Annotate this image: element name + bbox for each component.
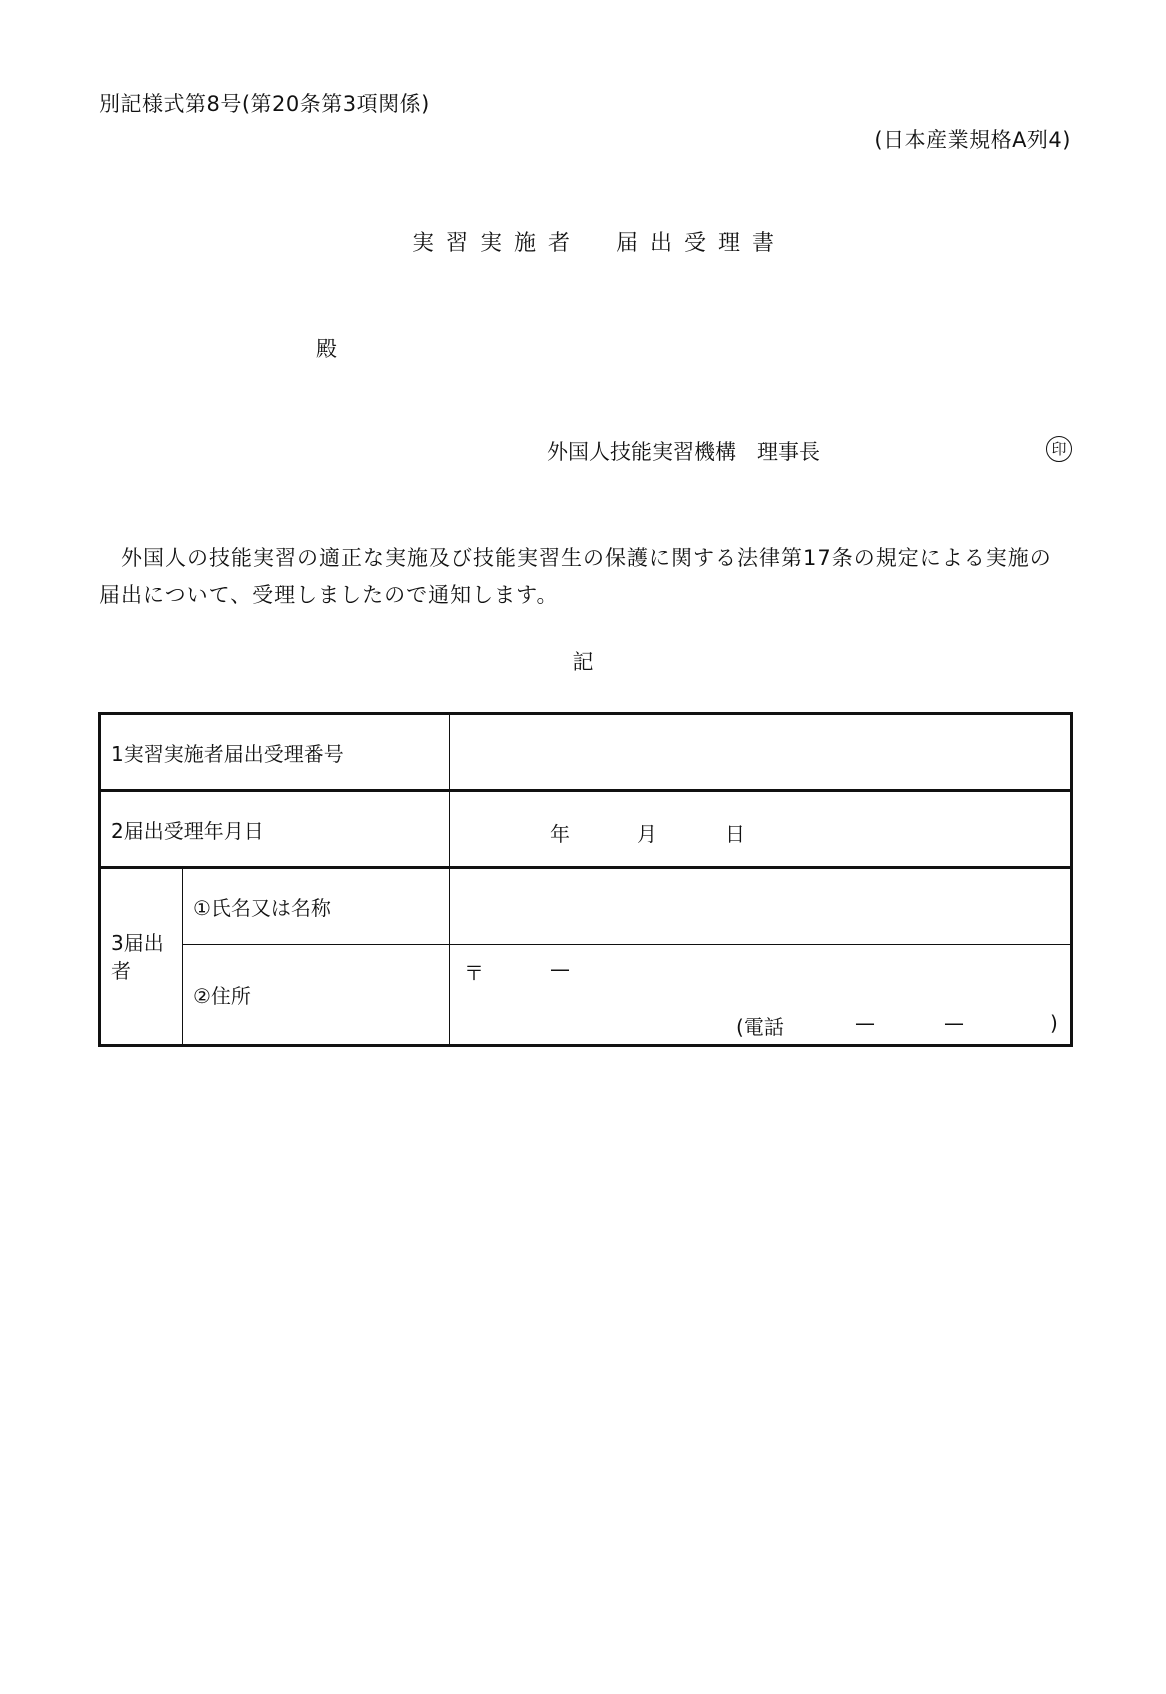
notifier-name-value [450,868,1072,945]
addressee-honorific: 殿 [316,337,337,361]
form-reference: 別記様式第8号(第20条第3項関係) [99,92,430,116]
notification-table [98,712,1073,1047]
phone-dash-1: — [855,1011,876,1035]
date-day-label: 日 [725,822,746,846]
phone-dash-2: — [944,1011,965,1035]
notifier-address-label: ②住所 [183,945,450,1046]
table-row [100,868,1072,945]
date-month-label: 月 [637,822,658,846]
phone-open: (電話 [736,1015,784,1039]
date-year-label: 年 [550,822,571,846]
document-title: 実習実施者 届出受理書 [411,231,786,256]
table-row [100,714,1072,791]
acceptance-number-label: 1実習実施者届出受理番号 [100,714,450,791]
seal-mark: 印 [1046,436,1072,462]
table-row [100,791,1072,868]
postal-dash: — [550,957,571,981]
notifier-label: 3届出者 [100,868,183,1046]
acceptance-date-value [450,791,1072,868]
acceptance-date-label: 2届出受理年月日 [100,791,450,868]
paper-size-note: (日本産業規格A列4) [874,128,1071,152]
acceptance-number-value [450,714,1072,791]
notifier-address-value [450,945,1072,1046]
postal-mark: 〒 [464,961,485,985]
phone-close: ) [1050,1011,1058,1035]
notifier-name-label: ①氏名又は名称 [183,868,450,945]
table-row [100,945,1072,1046]
body-paragraph: 外国人の技能実習の適正な実施及び技能実習生の保護に関する法律第17条の規定による実施の届出について、受理しましたので通知します。 [99,546,1052,607]
sender-name: 外国人技能実習機構 理事長 [547,440,820,464]
ki-heading: 記 [572,650,594,674]
